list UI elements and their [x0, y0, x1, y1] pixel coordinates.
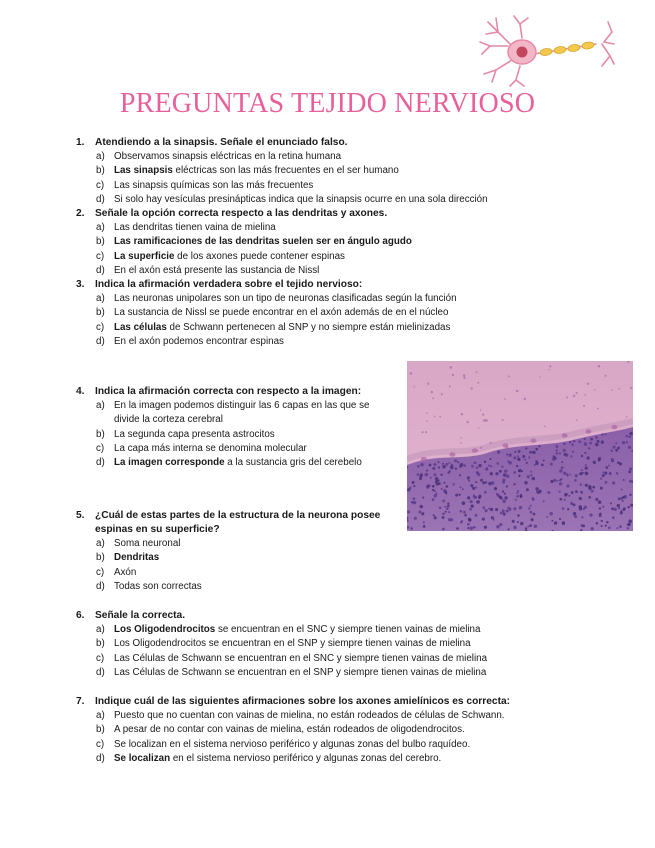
option-text: Si solo hay vesículas presinápticas indica que la sinapsis ocurre en una sola dirección: [114, 193, 488, 205]
question-1: [0, 136, 488, 207]
page-title: PREGUNTAS TEJIDO NERVIOSO: [119, 88, 536, 119]
option-text: a la sustancia gris del cerebelo: [224, 457, 362, 469]
question-number: 1.: [76, 137, 85, 148]
option-d: [0, 580, 380, 594]
option-letter: b): [96, 552, 105, 564]
option-bold: La imagen corresponde: [114, 457, 225, 469]
option-b: [0, 637, 487, 651]
option-c: [0, 179, 488, 193]
option-text: divide la corteza cerebral: [114, 414, 223, 426]
option-letter: c): [96, 250, 105, 262]
option-a: [0, 221, 412, 235]
option-letter: d): [96, 752, 105, 764]
option-bold: Se localizan: [114, 752, 171, 764]
question-heading: [0, 385, 369, 399]
option-d: [0, 193, 488, 207]
option-letter: d): [96, 335, 105, 347]
option-text: eléctricas son las más frecuentes en el ser humano: [172, 165, 399, 177]
question-6: [0, 609, 487, 680]
option-text: La sustancia de Nissl se puede encontrar en el axón además de en el núcleo: [114, 307, 449, 319]
question-heading: [0, 509, 380, 523]
option-text: La segunda capa presenta astrocitos: [114, 428, 275, 440]
option-letter: c): [96, 179, 105, 191]
option-c: [0, 566, 380, 580]
option-text: Las Células de Schwann se encuentran en el SNC y siempre tienen vainas de mielina: [114, 652, 488, 664]
option-letter: c): [96, 652, 105, 664]
option-text: Observamos sinapsis eléctricas en la retina humana: [114, 151, 342, 162]
option-letter: d): [96, 457, 105, 469]
option-a: [0, 623, 487, 637]
question-3: [0, 278, 457, 349]
option-text: En la imagen podemos distinguir las 6 capas en las que se: [114, 400, 370, 411]
option-letter: b): [96, 165, 105, 177]
option-text: Soma neuronal: [114, 538, 181, 549]
option-bold: Las ramificaciones de las dendritas suelen ser en ángulo agudo: [114, 236, 412, 248]
option-d: [0, 335, 457, 349]
option-a-continued: [0, 413, 369, 427]
question-heading: [0, 278, 457, 292]
option-letter: a): [96, 710, 105, 721]
question-number: 6.: [76, 610, 85, 621]
option-bold: Las sinapsis: [114, 165, 173, 177]
option-text: Axón: [114, 566, 137, 578]
option-letter: a): [96, 538, 105, 549]
option-letter: b): [96, 307, 105, 319]
question-number: 5.: [76, 510, 85, 521]
option-letter: c): [96, 738, 105, 750]
question-number: 2.: [76, 208, 85, 219]
question-text: Señale la opción correcta respecto a las dendritas y axones.: [95, 208, 388, 219]
option-b: [0, 306, 457, 320]
option-text: Las sinapsis químicas son las más frecuentes: [114, 179, 314, 191]
question-heading: [0, 136, 488, 150]
option-d: [0, 264, 412, 278]
neuron-illustration-icon: [476, 12, 616, 88]
option-a: [0, 150, 488, 164]
option-letter: a): [96, 151, 105, 162]
question-text: espinas en su superficie?: [95, 524, 220, 535]
option-letter: a): [96, 624, 105, 635]
option-d: [0, 666, 487, 680]
option-letter: c): [96, 321, 105, 333]
option-letter: d): [96, 264, 105, 276]
option-letter: c): [96, 442, 105, 454]
question-heading-continued: [0, 523, 380, 537]
question-text: Atendiendo a la sinapsis. Señale el enunciado falso.: [95, 137, 348, 148]
option-text: Las Células de Schwann se encuentran en el SNP y siempre tienen vainas de mielina: [114, 666, 487, 678]
option-text: Las neuronas unipolares son un tipo de neuronas clasificadas según la función: [114, 293, 457, 304]
option-c: [0, 442, 369, 456]
option-a: [0, 399, 369, 413]
option-text: Puesto que no cuentan con vainas de mielina, no están rodeados de células de Schwann.: [114, 710, 505, 721]
option-letter: a): [96, 222, 105, 233]
question-text: ¿Cuál de estas partes de la estructura de la neurona posee: [95, 510, 381, 521]
option-b: [0, 164, 488, 178]
question-number: 3.: [76, 279, 85, 290]
question-7: [0, 695, 510, 766]
option-text: en el sistema nervioso periférico y algunas zonas del cerebro.: [170, 752, 442, 764]
question-number: 7.: [76, 696, 85, 707]
option-letter: c): [96, 566, 105, 578]
option-b: [0, 551, 380, 565]
question-number: 4.: [76, 386, 85, 397]
option-bold: La superficie: [114, 250, 175, 262]
question-heading: [0, 207, 412, 221]
option-bold: Dendritas: [114, 552, 160, 564]
option-a: [0, 709, 510, 723]
option-letter: b): [96, 236, 105, 248]
option-text: En el axón está presente las sustancia de Nissl: [114, 264, 320, 276]
question-heading: [0, 609, 487, 623]
option-text: A pesar de no contar con vainas de mielina, están rodeados de oligodendrocitos.: [114, 724, 465, 736]
option-c: [0, 652, 487, 666]
option-letter: d): [96, 580, 105, 592]
option-b: [0, 428, 369, 442]
option-b: [0, 723, 510, 737]
option-bold: Los Oligodendrocitos: [114, 624, 216, 635]
question-heading: [0, 695, 510, 709]
option-d: [0, 456, 369, 470]
option-text: En el axón podemos encontrar espinas: [114, 335, 284, 347]
question-5: [0, 509, 380, 594]
option-c: [0, 321, 457, 335]
question-text: Indique cuál de las siguientes afirmaciones sobre los axones amielínicos es correcta:: [95, 696, 511, 707]
option-a: [0, 292, 457, 306]
option-text: de Schwann pertenecen al SNP y no siempre están mielinizadas: [166, 321, 451, 333]
option-b: [0, 235, 412, 249]
option-text: Las dendritas tienen vaina de mielina: [114, 222, 276, 233]
option-text: La capa más interna se denomina molecular: [114, 442, 307, 454]
option-letter: b): [96, 724, 105, 736]
option-d: [0, 752, 510, 766]
option-letter: b): [96, 638, 105, 650]
option-c: [0, 738, 510, 752]
question-text: Indica la afirmación verdadera sobre el tejido nervioso:: [95, 279, 363, 290]
question-text: Señale la correcta.: [95, 610, 186, 621]
option-text: de los axones puede contener espinas: [174, 250, 345, 262]
option-letter: a): [96, 400, 105, 411]
option-text: Se localizan en el sistema nervioso periférico y algunas zonas del bulbo raquídeo.: [114, 738, 471, 750]
option-text: Los Oligodendrocitos se encuentran en el SNP y siempre tienen vainas de mielina: [114, 638, 471, 650]
option-c: [0, 250, 412, 264]
option-letter: a): [96, 293, 105, 304]
option-bold: Las células: [114, 321, 167, 333]
option-letter: b): [96, 428, 105, 440]
cerebellum-histology-image: [407, 361, 633, 531]
option-letter: d): [96, 193, 105, 205]
option-text: se encuentran en el SNC y siempre tienen vainas de mielina: [215, 624, 481, 635]
question-4: [0, 385, 369, 470]
option-text: Todas son correctas: [114, 580, 202, 592]
question-text: Indica la afirmación correcta con respecto a la imagen:: [95, 386, 362, 397]
question-2: [0, 207, 412, 278]
option-a: [0, 537, 380, 551]
option-letter: d): [96, 666, 105, 678]
